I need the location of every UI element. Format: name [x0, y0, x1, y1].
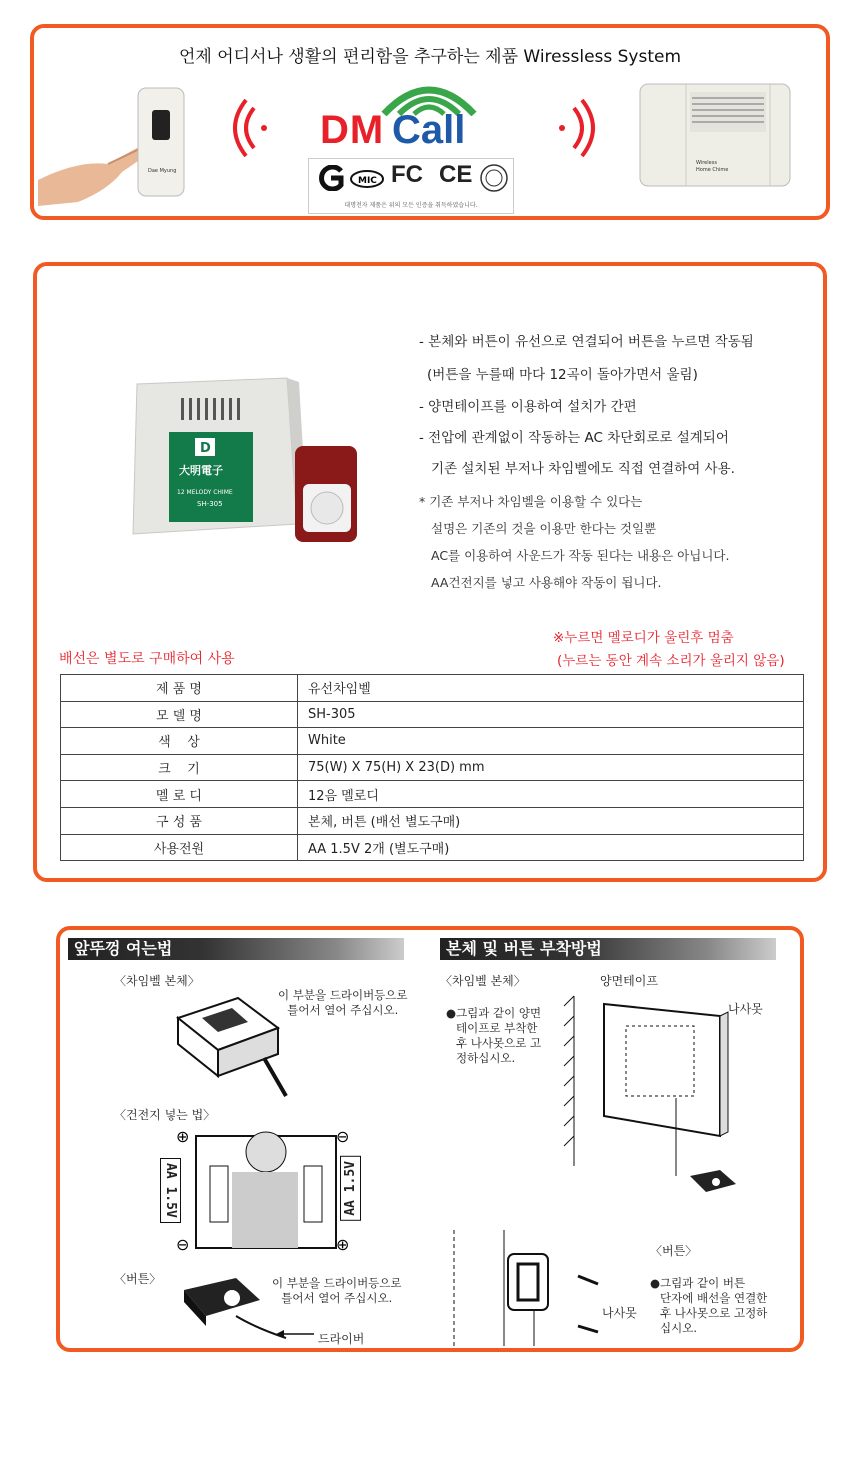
signal-right-icon: [554, 98, 604, 158]
battery-drawing: [170, 1126, 360, 1256]
product-panel: [33, 262, 827, 882]
feature-1: - 본체와 버튼이 유선으로 연결되어 버튼을 누르면 작동됨: [419, 334, 754, 350]
g-mark-icon: [315, 165, 347, 191]
tape-label: 양면테이프: [600, 974, 658, 988]
note-3: AC를 이용하여 사운드가 작동 된다는 내용은 아닙니다.: [431, 548, 730, 563]
note-1: * 기존 부저나 차임벨을 이용할 수 있다는: [419, 494, 643, 509]
button-open-hint: 이 부분을 드라이버등으로 틀어서 열어 주십시오.: [272, 1276, 402, 1305]
cert-note: 대명전자 제품은 위의 모든 인증을 취득하였습니다.: [344, 202, 478, 209]
product-model-line2: SH-305: [197, 500, 223, 508]
svg-text:⊖: ⊖: [336, 1127, 350, 1146]
right-chime-body-label: 〈차임벨 본체〉: [440, 974, 526, 988]
receiver-image: [636, 80, 796, 190]
svg-text:⊖: ⊖: [176, 1235, 190, 1254]
spec-table: [60, 674, 804, 861]
melody-note-2: (누르는 동안 계속 소리가 울리지 않음): [557, 653, 785, 669]
button-desc: ●그림과 같이 버튼 단자에 배선을 연결한 후 나사못으로 고정하 십시오.: [650, 1276, 768, 1335]
svg-text:D: D: [200, 441, 211, 456]
logo-dm-text: DM: [320, 108, 385, 152]
feature-4: - 전압에 관계없이 작동하는 AC 차단회로로 설계되어: [419, 430, 729, 446]
driver-label: 드라이버: [318, 1332, 365, 1346]
chime-body-label: 〈차임벨 본체〉: [114, 974, 200, 988]
remote-label: Dae Myung: [148, 168, 177, 174]
svg-text:⊕: ⊕: [336, 1235, 350, 1254]
signal-left-icon: [224, 98, 274, 158]
fc-mark: FC: [391, 161, 423, 188]
receiver-label-2: Home Chime: [696, 167, 729, 173]
melody-note-1: ※누르면 멜로디가 울린후 멈춤: [553, 630, 734, 646]
screw2-label: 나사못: [602, 1306, 637, 1320]
left-guide-title: 앞뚜껑 여는법: [68, 938, 404, 960]
table-row: 구 성 품 본체, 버튼 (배선 별도구매): [61, 807, 804, 834]
install-guide-panel: [56, 926, 804, 1352]
mount-desc: ●그림과 같이 양면 테이프로 부착한 후 나사못으로 고 정하십시오.: [446, 1006, 542, 1065]
button-mount-drawing: [444, 1230, 574, 1346]
button-title: 〈버튼〉: [114, 1272, 162, 1286]
right-button-label: 〈버튼〉: [650, 1244, 698, 1258]
remote-press-image: [38, 80, 208, 210]
open-hint: 이 부분을 드라이버등으로 틀어서 열어 주십시오.: [278, 988, 408, 1017]
wiring-note: 배선은 별도로 구매하여 사용: [59, 651, 235, 667]
banner-panel: [30, 24, 830, 220]
table-row: 사용전원 AA 1.5V 2개 (별도구매): [61, 834, 804, 861]
certification-box: [308, 158, 514, 214]
screw-drawing: [574, 1270, 614, 1334]
table-row: 제 품 명 유선차임벨: [61, 675, 804, 702]
battery-label-left: AA 1.5V: [160, 1158, 181, 1223]
battery-label-right: AA 1.5V: [340, 1156, 361, 1221]
wall-mount-drawing: [560, 986, 780, 1216]
mic-mark-icon: [349, 169, 385, 189]
chime-product-image: [127, 374, 367, 554]
seal-mark-icon: [479, 163, 509, 193]
chime-body-drawing: [168, 988, 288, 1098]
svg-text:⊕: ⊕: [176, 1127, 190, 1146]
note-4: AA건전지를 넣고 사용해야 작동이 됩니다.: [431, 575, 662, 590]
note-2: 설명은 기존의 것을 이용만 한다는 것일뿐: [431, 521, 657, 536]
feature-2: (버튼을 누를때 마다 12곡이 돌아가면서 울림): [427, 367, 698, 383]
table-row: 멜 로 디 12음 멜로디: [61, 781, 804, 808]
table-row: 색 상 White: [61, 728, 804, 755]
feature-3: - 양면테이프를 이용하여 설치가 간편: [419, 399, 637, 415]
screw-label: 나사못: [728, 1002, 763, 1016]
ce-mark: CE: [439, 161, 473, 188]
table-row: 모 델 명 SH-305: [61, 701, 804, 728]
logo-call-text: Call: [392, 108, 466, 152]
cert-mic-text: MIC: [358, 176, 377, 186]
product-model-line1: 12 MELODY CHIME: [177, 489, 233, 496]
battery-title: 〈건전지 넣는 법〉: [114, 1108, 216, 1122]
driver-arrow-icon: [276, 1328, 316, 1340]
product-brand-text: 大明電子: [179, 464, 223, 477]
receiver-label-1: Wireless: [696, 160, 717, 166]
right-guide-title: 본체 및 버튼 부착방법: [440, 938, 776, 960]
table-row: 크 기 75(W) X 75(H) X 23(D) mm: [61, 754, 804, 781]
banner-headline: 언제 어디서나 생활의 편리함을 추구하는 제품 Wiressless System: [178, 47, 682, 67]
feature-5: 기존 설치된 부저나 차임벨에도 직접 연결하여 사용.: [431, 461, 735, 477]
